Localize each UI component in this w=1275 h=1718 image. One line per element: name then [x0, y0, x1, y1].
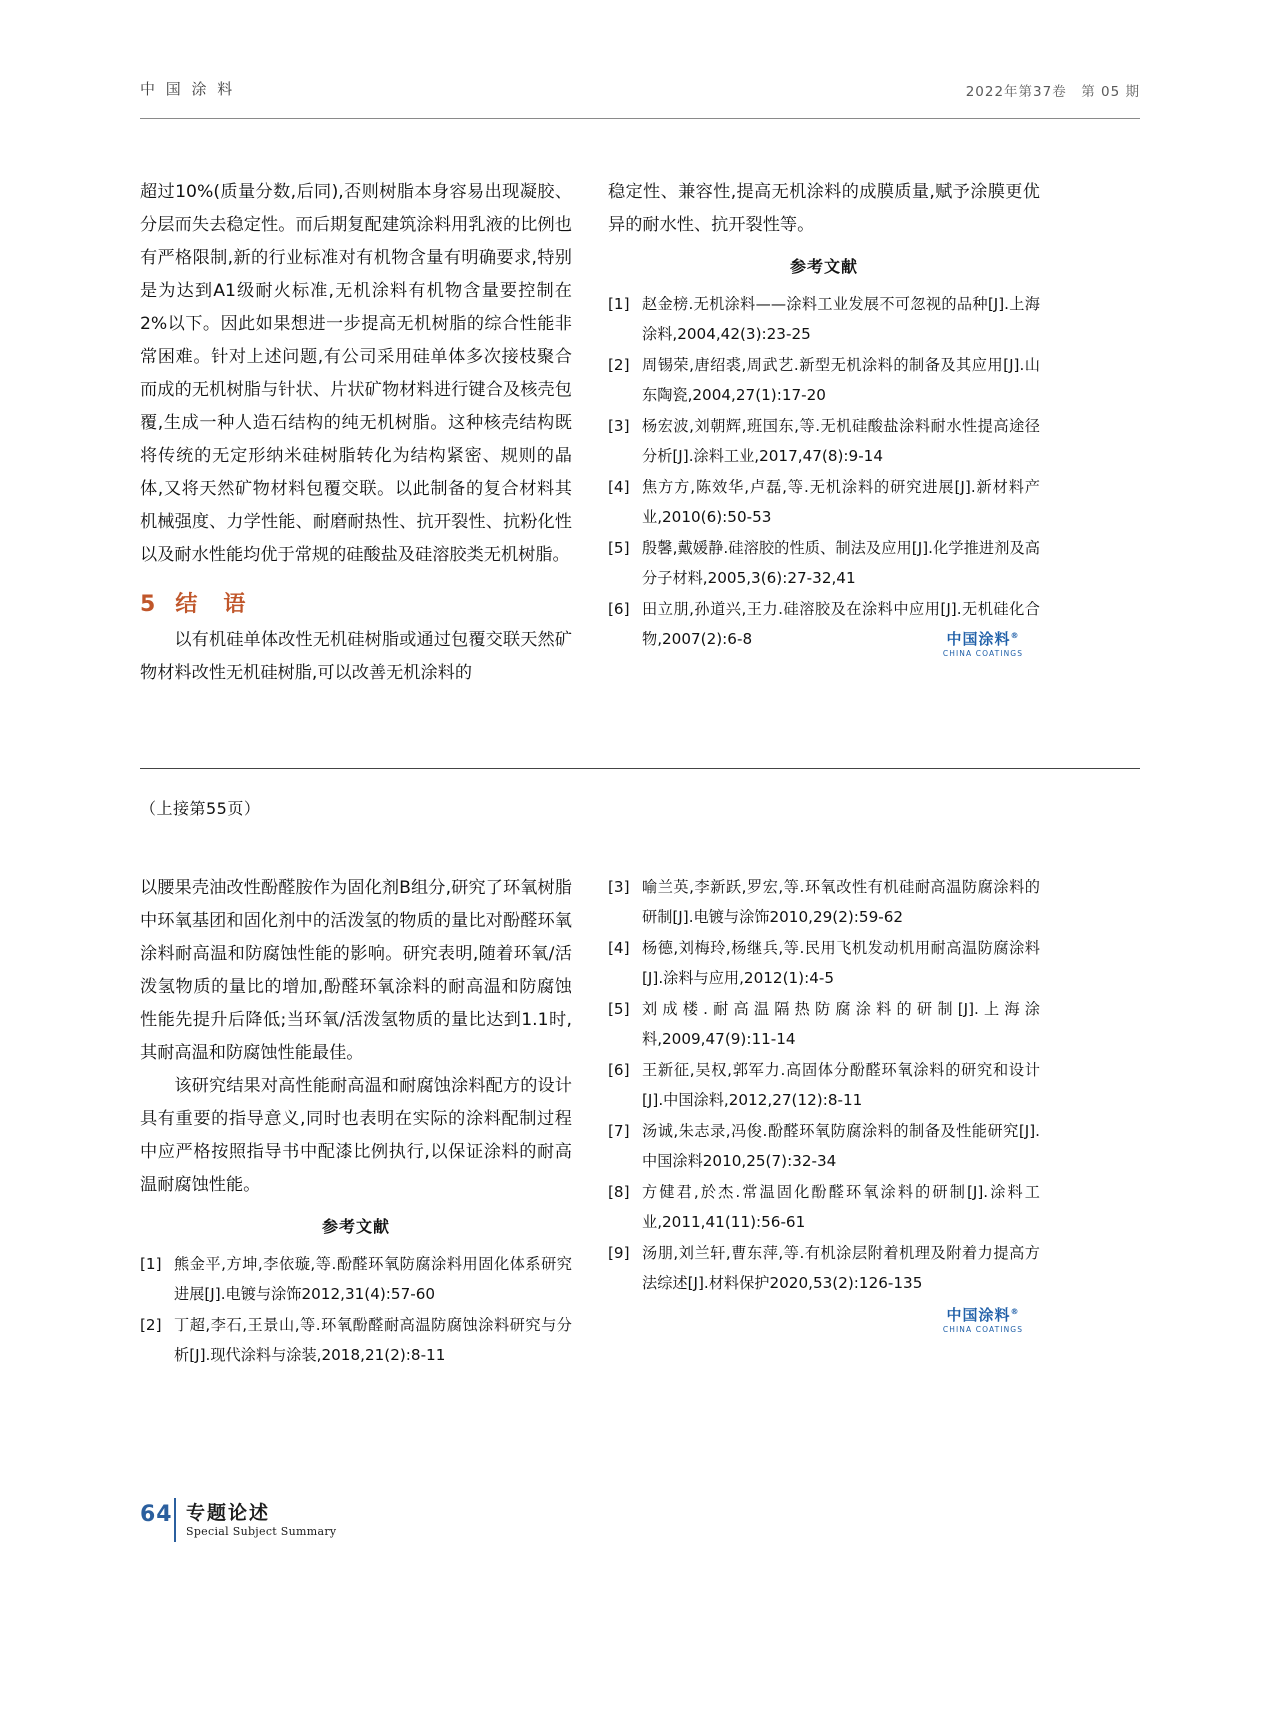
references-list-bottom-left [140, 1249, 572, 1370]
references-title-bottom: 参考文献 [321, 1217, 390, 1236]
list-item [608, 1055, 1040, 1115]
references-list-bottom-right [608, 872, 1040, 1298]
page-footer [140, 1498, 540, 1546]
reference-marker: [6] [608, 1061, 630, 1079]
footer-divider [174, 1498, 176, 1542]
list-item [140, 1249, 572, 1309]
reference-marker: [3] [608, 417, 630, 435]
reference-text: 田立朋,孙道兴,王力.硅溶胶及在涂料中应用[J].无机硅化合物,2007(2):6-8 [642, 600, 1040, 648]
logo-cn-text: 中国涂料® [946, 630, 1020, 648]
section-title: 结 语 [175, 592, 248, 617]
reference-marker: [3] [608, 878, 630, 896]
bottom-article-left-column [140, 872, 572, 1371]
reference-text: 杨德,刘梅玲,杨继兵,等.民用飞机发动机用耐高温防腐涂料[J].涂料与应用,2012(1):4-5 [642, 939, 1040, 987]
top-article-right-column [608, 176, 1040, 655]
reference-text: 丁超,李石,王景山,等.环氧酚醛耐高温防腐蚀涂料研究与分析[J].现代涂料与涂装,2018,21(2):8-11 [174, 1316, 572, 1364]
reference-text: 汤朋,刘兰轩,曹东萍,等.有机涂层附着机理及附着力提高方法综述[J].材料保护2020,53(2):126-135 [642, 1244, 1040, 1292]
list-item [608, 1116, 1040, 1176]
reference-marker: [1] [140, 1255, 162, 1273]
reference-text: 赵金榜.无机涂料——涂料工业发展不可忽视的品种[J].上海涂料,2004,42(3):23-25 [642, 295, 1040, 343]
article-divider [140, 768, 1140, 769]
list-item [608, 289, 1040, 349]
reference-text: 王新征,吴权,郭军力.高固体分酚醛环氧涂料的研究和设计[J].中国涂料,2012,27(12):8-11 [642, 1061, 1040, 1109]
list-item [608, 1238, 1040, 1298]
list-item [608, 472, 1040, 532]
list-item [608, 350, 1040, 410]
issue-info: 2022年第37卷 第 05 期 [965, 84, 1140, 100]
reference-text: 杨宏波,刘朝辉,班国东,等.无机硅酸盐涂料耐水性提高途径分析[J].涂料工业,2017,47(8):9-14 [642, 417, 1040, 465]
footer-section-en: Special Subject Summary [186, 1525, 337, 1538]
reference-marker: [1] [608, 295, 630, 313]
section-number: 5 [140, 592, 158, 617]
reference-text: 殷馨,戴媛静.硅溶胶的性质、制法及应用[J].化学推进剂及高分子材料,2005,3(6):27-32,41 [642, 539, 1040, 587]
top-left-paragraph-2: 以有机硅单体改性无机硅树脂或通过包覆交联天然矿物材料改性无机硅树脂,可以改善无机涂料的 [140, 630, 572, 683]
top-right-paragraph-continued: 稳定性、兼容性,提高无机涂料的成膜质量,赋予涂膜更优异的耐水性、抗开裂性等。 [608, 182, 1040, 235]
reference-text: 刘成楼.耐高温隔热防腐涂料的研制[J].上海涂料,2009,47(9):11-14 [642, 1000, 1040, 1048]
page-number: 64 [140, 1502, 173, 1527]
registered-mark-icon: ® [1010, 1307, 1020, 1316]
page-header [140, 78, 1140, 118]
reference-text: 周锡荣,唐绍裘,周武艺.新型无机涂料的制备及其应用[J].山东陶瓷,2004,27(1):17-20 [642, 356, 1040, 404]
list-item [608, 994, 1040, 1054]
reference-marker: [8] [608, 1183, 630, 1201]
reference-text: 喻兰英,李新跃,罗宏,等.环氧改性有机硅耐高温防腐涂料的研制[J].电镀与涂饰2010,29(2):59-62 [642, 878, 1040, 926]
reference-marker: [2] [608, 356, 630, 374]
reference-text: 熊金平,方坤,李依璇,等.酚醛环氧防腐涂料用固化体系研究进展[J].电镀与涂饰2012,31(4):57-60 [174, 1255, 572, 1303]
reference-text: 方健君,於杰.常温固化酚醛环氧涂料的研制[J].涂料工业,2011,41(11):56-61 [642, 1183, 1040, 1231]
reference-marker: [9] [608, 1244, 630, 1262]
references-title-top: 参考文献 [789, 257, 858, 276]
logo-en-text: CHINA COATINGS [942, 649, 1024, 658]
reference-marker: [4] [608, 478, 630, 496]
logo-cn-text: 中国涂料® [946, 1306, 1020, 1324]
list-item [608, 933, 1040, 993]
top-article-left-column [140, 176, 572, 690]
reference-marker: [5] [608, 1000, 630, 1018]
reference-marker: [5] [608, 539, 630, 557]
list-item [608, 411, 1040, 471]
list-item [608, 533, 1040, 593]
reference-marker: [6] [608, 600, 630, 618]
references-list-top [608, 289, 1040, 654]
footer-section-cn: 专题论述 [186, 1502, 271, 1524]
header-divider [140, 118, 1140, 119]
china-coatings-logo [940, 1308, 1026, 1334]
section-heading [140, 588, 572, 622]
logo-en-text: CHINA COATINGS [942, 1325, 1024, 1334]
list-item [608, 872, 1040, 932]
reference-marker: [2] [140, 1316, 162, 1334]
top-left-paragraph-1: 超过10%(质量分数,后同),否则树脂本身容易出现凝胶、分层而失去稳定性。而后期复配建筑涂料用乳液的比例也有严格限制,新的行业标准对有机物含量有明确要求,特别是为达到A1级耐火标准,无机涂料有机物含量要控制在2%以下。因此如果想进一步提高无机树脂的综合性能非常困难。针对上述问题,有公司采用硅单体多次接枝聚合而成的无机树脂与针状、片状矿物材料进行键合及核壳包覆,生成一种人造石结构的纯无机树脂。这种核壳结构既将传统的无定形纳米硅树脂转化为结构紧密、规则的晶体,又将天然矿物材料包覆交联。以此制备的复合材料其机械强度、力学性能、耐磨耐热性、抗开裂性、抗粉化性以及耐水性能均优于常规的硅酸盐及硅溶胶类无机树脂。 [140, 182, 572, 565]
china-coatings-logo [940, 632, 1026, 658]
journal-name: 中 国 涂 料 [140, 80, 236, 98]
bottom-article-right-column [608, 872, 1040, 1299]
bottom-left-paragraph-2: 该研究结果对高性能耐高温和耐腐蚀涂料配方的设计具有重要的指导意义,同时也表明在实际的涂料配制过程中应严格按照指导书中配漆比例执行,以保证涂料的耐高温耐腐蚀性能。 [140, 1076, 572, 1195]
bottom-left-paragraph-1: 以腰果壳油改性酚醛胺作为固化剂B组分,研究了环氧树脂中环氧基团和固化剂中的活泼氢的物质的量比对酚醛环氧涂料耐高温和防腐蚀性能的影响。研究表明,随着环氧/活泼氢物质的量比的增加,酚醛环氧涂料的耐高温和防腐蚀性能先提升后降低;当环氧/活泼氢物质的量比达到1.1时,其耐高温和防腐蚀性能最佳。 [140, 878, 572, 1063]
list-item [608, 1177, 1040, 1237]
reference-marker: [7] [608, 1122, 630, 1140]
reference-text: 汤诚,朱志录,冯俊.酚醛环氧防腐涂料的制备及性能研究[J].中国涂料2010,25(7):32-34 [642, 1122, 1040, 1170]
registered-mark-icon: ® [1010, 631, 1020, 640]
reference-marker: [4] [608, 939, 630, 957]
reference-text: 焦方方,陈效华,卢磊,等.无机涂料的研究进展[J].新材料产业,2010(6):50-53 [642, 478, 1040, 526]
continuation-note: （上接第55页） [140, 799, 261, 818]
list-item [140, 1310, 572, 1370]
